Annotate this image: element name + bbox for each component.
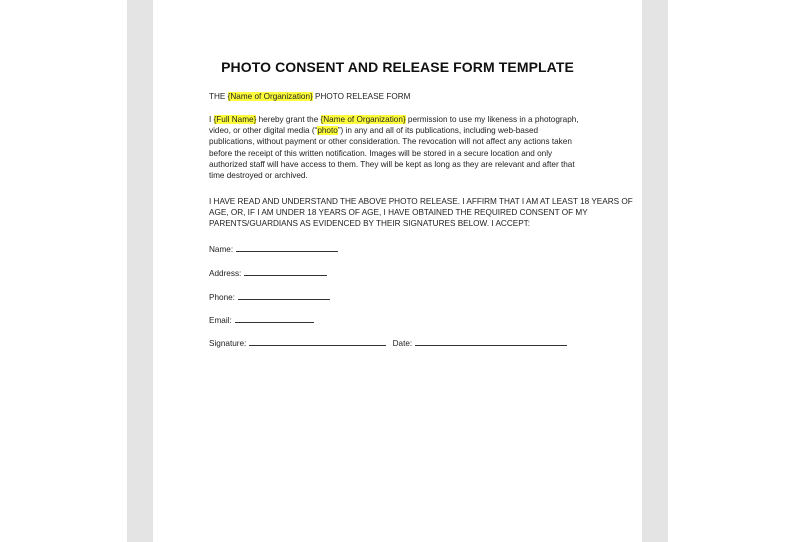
- signature-date-row: [209, 336, 567, 348]
- consent-paragraph: [209, 114, 594, 181]
- email-field: [209, 313, 314, 325]
- address-input-line[interactable]: [244, 266, 327, 276]
- release-form-heading: [209, 91, 594, 102]
- affirmation-line: I HAVE READ AND UNDERSTAND THE ABOVE PHOTO RELEASE. I AFFIRM THAT I AM AT LEAST 18 YEARS OF: [209, 197, 633, 206]
- document-title: PHOTO CONSENT AND RELEASE FORM TEMPLATE: [221, 59, 574, 75]
- phone-label: Phone:: [209, 293, 235, 302]
- address-label: Address:: [209, 269, 242, 278]
- phone-field: [209, 290, 330, 302]
- heading-suffix: PHOTO RELEASE FORM: [312, 92, 411, 101]
- name-input-line[interactable]: [236, 242, 338, 252]
- document-page: [153, 0, 642, 542]
- affirmation-line: PARENTS/GUARDIANS AS EVIDENCED BY THEIR SIGNATURES BELOW. I ACCEPT:: [209, 219, 531, 229]
- paragraph-text: permission to use my likeness in a photograph,: [405, 115, 579, 124]
- phone-input-line[interactable]: [238, 290, 330, 300]
- org-placeholder: {Name of Organization}: [320, 115, 406, 124]
- date-input-line[interactable]: [415, 336, 567, 346]
- signature-label: Signature:: [209, 339, 247, 348]
- affirmation-paragraph: [209, 196, 633, 230]
- org-placeholder: {Name of Organization}: [227, 92, 313, 101]
- email-label: Email:: [209, 316, 232, 325]
- paragraph-line: authorized staff will have access to them. They will be kept as long as they are relevant and after that: [209, 159, 575, 169]
- left-gutter: [127, 0, 153, 542]
- paragraph-text: video, or other digital media (“: [209, 126, 318, 136]
- photo-term: photo: [317, 126, 338, 136]
- date-label: Date:: [392, 339, 413, 348]
- full-name-placeholder: {Full Name}: [213, 115, 257, 124]
- paragraph-line: before the receipt of this written notification. Images will be stored in a secure location and only: [209, 148, 553, 158]
- email-input-line[interactable]: [235, 313, 314, 323]
- name-field: [209, 242, 338, 254]
- signature-input-line[interactable]: [249, 336, 386, 346]
- paragraph-line: time destroyed or archived.: [209, 171, 308, 181]
- right-gutter: [642, 0, 668, 542]
- paragraph-text: ”) in any and all of its publications, including web-based: [337, 126, 539, 136]
- address-field: [209, 266, 327, 278]
- affirmation-line: AGE, OR, IF I AM UNDER 18 YEARS OF AGE, I HAVE OBTAINED THE REQUIRED CONSENT OF MY: [209, 208, 588, 218]
- heading-prefix: THE: [209, 92, 228, 101]
- name-label: Name:: [209, 245, 234, 254]
- paragraph-text: hereby grant the: [256, 115, 321, 124]
- paragraph-line: publications, without payment or other consideration. The revocation will not affect any actions taken: [209, 137, 572, 147]
- paragraph-text: I: [209, 115, 214, 124]
